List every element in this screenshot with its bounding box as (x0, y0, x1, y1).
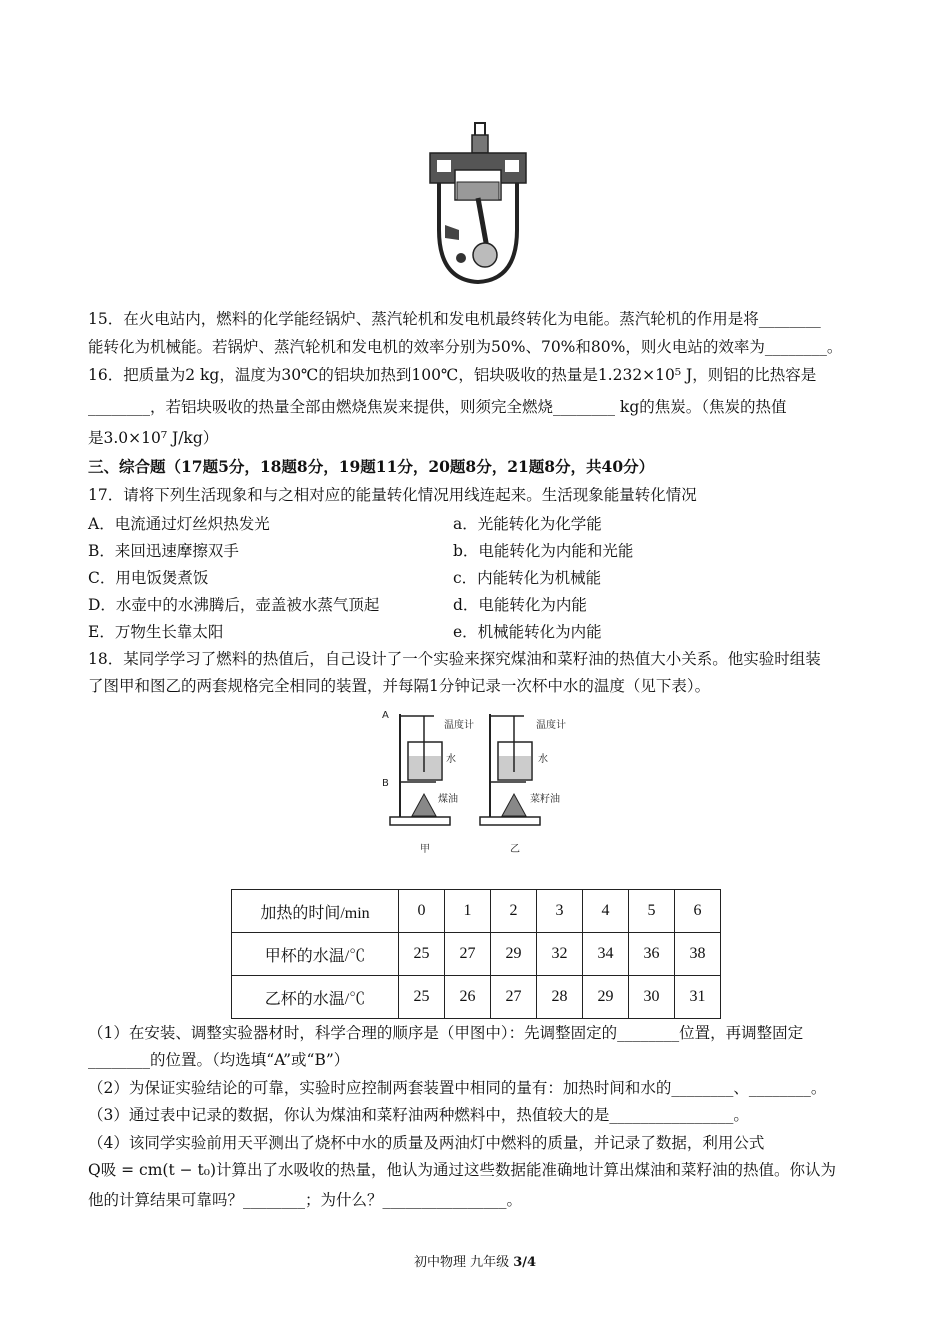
apparatus-figure (378, 706, 578, 856)
q17-left-option: A．电流通过灯丝炽热发光 (88, 515, 270, 533)
table-cell: 2 (491, 890, 537, 933)
q16-line-3: 是3.0×10⁷ J/kg） (88, 429, 219, 447)
fuel-label-jia: 煤油 (438, 794, 458, 805)
q17-left-option: E．万物生长靠太阳 (88, 623, 224, 641)
table-cell: 加热的时间/min (232, 890, 399, 933)
q17-right-option: c．内能转化为机械能 (453, 569, 602, 587)
page-footer (0, 1251, 950, 1270)
table-cell: 30 (629, 976, 675, 1019)
table-cell: 4 (583, 890, 629, 933)
q18-part1-line-2: ________的位置。（均选填“A”或“B”） (88, 1051, 350, 1069)
label-a: A (382, 710, 389, 721)
q17-right-option: d．电能转化为内能 (453, 596, 587, 614)
table-cell: 3 (537, 890, 583, 933)
section-3-heading: 三、综合题（17题5分，18题8分，19题11分，20题8分，21题8分，共40分） (88, 457, 655, 476)
page-number: 3/4 (513, 1255, 537, 1270)
table-cell: 乙杯的水温/℃ (232, 976, 399, 1019)
label-b: B (382, 778, 389, 789)
thermometer-label-jia: 温度计 (444, 720, 474, 731)
q16-line-1: 16．把质量为2 kg，温度为30℃的铝块加热到100℃，铝块吸收的热量是1.232×10⁵ J，则铝的比热容是 (88, 366, 817, 384)
q15-line-2: 能转化为机械能。若锅炉、蒸汽轮机和发电机的效率分别为50%、70%和80%，则火电站的效率为________。 (88, 338, 843, 356)
table-cell: 27 (445, 933, 491, 976)
q17-right-option: a．光能转化为化学能 (453, 515, 602, 533)
q17-right-option: b．电能转化为内能和光能 (453, 542, 634, 560)
engine-diagram (425, 120, 531, 288)
caption-yi: 乙 (510, 844, 520, 855)
q18-part4-line-3: 他的计算结果可靠吗？________；为什么？________________。 (88, 1191, 523, 1209)
footer-text: 初中物理 九年级 (413, 1255, 510, 1270)
table-cell: 25 (399, 976, 445, 1019)
q16-line-2: ________，若铝块吸收的热量全部由燃烧焦炭来提供，则须完全燃烧________ kg的焦炭。（焦炭的热值 (88, 398, 787, 416)
thermometer-label-yi: 温度计 (536, 720, 566, 731)
table-cell: 34 (583, 933, 629, 976)
q18-part2: （2）为保证实验结论的可靠，实验时应控制两套装置中相同的量有：加热时间和水的________、________。 (88, 1079, 827, 1097)
table-cell: 38 (675, 933, 721, 976)
q18-part4-line-1: （4）该同学实验前用天平测出了烧杯中水的质量及两油灯中燃料的质量，并记录了数据，利用公式 (88, 1134, 765, 1152)
table-cell: 6 (675, 890, 721, 933)
table-cell: 32 (537, 933, 583, 976)
table-cell: 25 (399, 933, 445, 976)
q15-line-1: 15．在火电站内，燃料的化学能经锅炉、蒸汽轮机和发电机最终转化为电能。蒸汽轮机的作用是将________ (88, 310, 821, 328)
q17-left-option: D．水壶中的水沸腾后，壶盖被水蒸气顶起 (88, 596, 380, 614)
q17-stem: 17．请将下列生活现象和与之相对应的能量转化情况用线连起来。生活现象能量转化情况 (88, 486, 697, 504)
table-cell: 29 (491, 933, 537, 976)
table-cell: 1 (445, 890, 491, 933)
table-cell: 甲杯的水温/℃ (232, 933, 399, 976)
q18-part4-line-2: Q吸 = cm(t − t₀)计算出了水吸收的热量，他认为通过这些数据能准确地计算出煤油和菜籽油的热值。你认为 (88, 1161, 837, 1179)
table-cell: 5 (629, 890, 675, 933)
table-cell: 31 (675, 976, 721, 1019)
table-cell: 28 (537, 976, 583, 1019)
table-cell: 27 (491, 976, 537, 1019)
table-row (232, 933, 721, 976)
water-label-yi: 水 (538, 754, 548, 765)
q17-left-option: C．用电饭煲煮饭 (88, 569, 209, 587)
table-cell: 0 (399, 890, 445, 933)
caption-jia: 甲 (420, 844, 430, 855)
table-row (232, 890, 721, 933)
q18-part1-line-1: （1）在安装、调整实验器材时，科学合理的顺序是（甲图中）：先调整固定的________位置，再调整固定 (88, 1024, 804, 1042)
fuel-label-yi: 菜籽油 (530, 794, 560, 805)
q18-stem-2: 了图甲和图乙的两套规格完全相同的装置，并每隔1分钟记录一次杯中水的温度（见下表）。 (88, 677, 711, 695)
q18-stem-1: 18．某同学学习了燃料的热值后，自己设计了一个实验来探究煤油和菜籽油的热值大小关系。他实验时组装 (88, 650, 821, 668)
water-label-jia: 水 (446, 754, 456, 765)
table-cell: 29 (583, 976, 629, 1019)
q17-left-option: B．来回迅速摩擦双手 (88, 542, 239, 560)
q18-part3: （3）通过表中记录的数据，你认为煤油和菜籽油两种燃料中，热值较大的是________________。 (88, 1106, 749, 1124)
table-cell: 36 (629, 933, 675, 976)
table-cell: 26 (445, 976, 491, 1019)
water-temperature-table (231, 889, 721, 1019)
table-row (232, 976, 721, 1019)
q17-right-option: e．机械能转化为内能 (453, 623, 602, 641)
